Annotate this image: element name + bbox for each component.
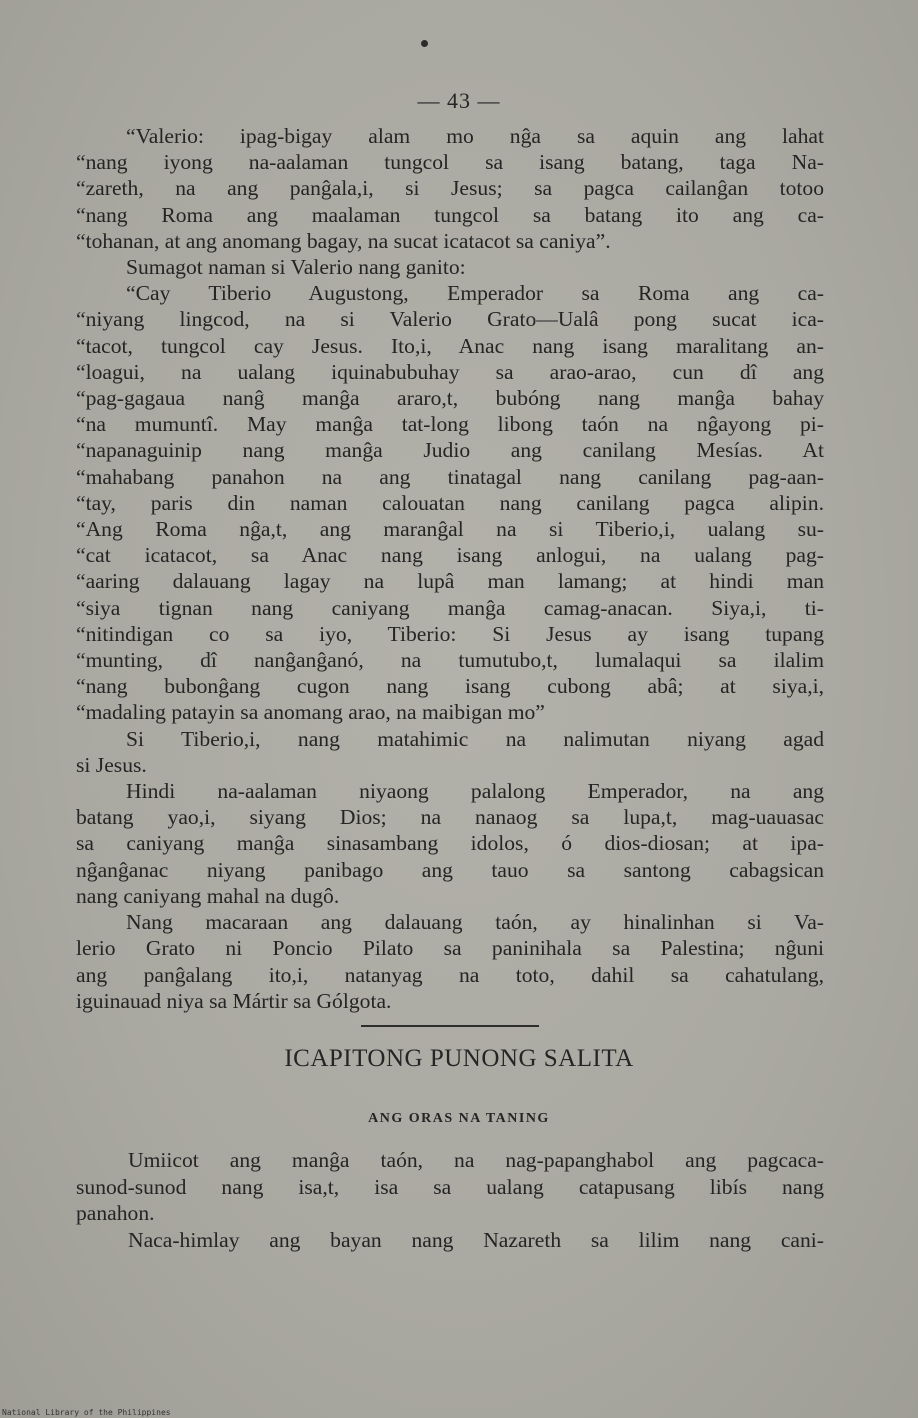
text-line: “nang Roma ang maalaman tungcol sa batang ito ang ca- bbox=[76, 202, 824, 227]
text-line: si Jesus. bbox=[76, 752, 147, 777]
text-line: “munting, dî nanĝanĝanó, na tumutubo,t, lumalaqui sa ilalim bbox=[76, 648, 824, 673]
text-line: “tohanan, at ang anomang bagay, na sucat icatacot sa caniya”. bbox=[76, 228, 611, 253]
chapter-text bbox=[76, 1147, 824, 1253]
text-line: “Valerio: ipag-bigay alam mo nĝa sa aquin ang lahat bbox=[126, 124, 824, 148]
text-line: “zareth, na ang panĝala,i, si Jesus; sa pagca cailanĝan totoo bbox=[76, 176, 824, 201]
text-line: “madaling patayin sa anomang arao, na maibigan mo” bbox=[76, 700, 545, 725]
text-line: sunod-sunod nang isa,t, isa sa ualang catapusang libís nang bbox=[76, 1174, 824, 1199]
text-line: Si Tiberio,i, nang matahimic na nalimutan niyang agad bbox=[126, 726, 824, 751]
text-line: “niyang lingcod, na si Valerio Grato—Ualâ pong sucat ica- bbox=[76, 307, 824, 332]
body-text bbox=[76, 123, 824, 1014]
text-line: “tay, paris din naman calouatan nang canilang pagca alipin. bbox=[76, 490, 824, 515]
text-line: “pag-gagaua nanĝ manĝa araro,t, bubóng nang manĝa bahay bbox=[76, 386, 824, 411]
text-line: Umiicot ang manĝa taón, na nag-papanghabol ang pagcaca- bbox=[128, 1148, 824, 1172]
chapter-subtitle: ANG ORAS NA TANING bbox=[368, 1111, 550, 1126]
page-number: — 43 — bbox=[417, 88, 501, 113]
text-line: “cat icatacot, sa Anac nang isang anlogui, na ualang pag- bbox=[76, 543, 824, 568]
text-line: iguinauad niya sa Mártir sa Gólgota. bbox=[76, 988, 392, 1013]
text-line: “Ang Roma nĝa,t, ang maranĝal na si Tiberio,i, ualang su- bbox=[76, 517, 824, 542]
text-line: “siya tignan nang caniyang manĝa camag-anacan. Siya,i, ti- bbox=[76, 595, 824, 620]
ink-dot bbox=[421, 40, 428, 47]
text-line: “loagui, na ualang iquinabubuhay sa arao-arao, cun dî ang bbox=[76, 359, 824, 384]
text-line: nĝanĝanac niyang panibago ang tauo sa santong cabagsican bbox=[76, 857, 824, 882]
text-line: “nang iyong na-aalaman tungcol sa isang batang, taga Na- bbox=[76, 150, 824, 175]
text-line: Hindi na-aalaman niyaong palalong Emperador, na ang bbox=[126, 779, 824, 804]
text-line: Sumagot naman si Valerio nang ganito: bbox=[126, 255, 466, 280]
text-line: “napanaguinip nang manĝa Judio ang canilang Mesías. At bbox=[76, 438, 824, 463]
text-line: “nitindigan co sa iyo, Tiberio: Si Jesus ay isang tupang bbox=[76, 621, 824, 646]
text-line: Naca-himlay ang bayan nang Nazareth sa lilim nang cani- bbox=[128, 1227, 824, 1252]
section-divider bbox=[361, 1025, 539, 1027]
text-line: lerio Grato ni Poncio Pilato sa paninihala sa Palestina; nĝuni bbox=[76, 936, 824, 961]
text-line: panahon. bbox=[76, 1201, 155, 1225]
text-line: “tacot, tungcol cay Jesus. Ito,i, Anac nang isang maralitang an- bbox=[76, 333, 824, 358]
text-line: ang panĝalang ito,i, natanyag na toto, dahil sa cahatulang, bbox=[76, 962, 824, 987]
text-line: nang caniyang mahal na dugô. bbox=[76, 883, 340, 908]
text-line: “Cay Tiberio Augustong, Emperador sa Roma ang ca- bbox=[126, 281, 824, 306]
text-line: “aaring dalauang lagay na lupâ man lamang; at hindi man bbox=[76, 569, 824, 594]
library-footer: National Library of the Philippines bbox=[2, 1408, 171, 1417]
text-line: “mahabang panahon na ang tinatagal nang canilang pag-aan- bbox=[76, 464, 824, 489]
text-line: “nang bubonĝang cugon nang isang cubong abâ; at siya,i, bbox=[76, 674, 824, 699]
text-line: sa caniyang manĝa sinasambang idolos, ó dios-diosan; at ipa- bbox=[76, 831, 824, 856]
text-line: “na mumuntî. May manĝa tat-long libong taón na nĝayong pi- bbox=[76, 412, 824, 437]
text-line: Nang macaraan ang dalauang taón, ay hinalinhan si Va- bbox=[126, 910, 824, 935]
text-line: batang yao,i, siyang Dios; na nanaog sa lupa,t, mag-uauasac bbox=[76, 805, 824, 830]
chapter-title: ICAPITONG PUNONG SALITA bbox=[284, 1045, 634, 1072]
